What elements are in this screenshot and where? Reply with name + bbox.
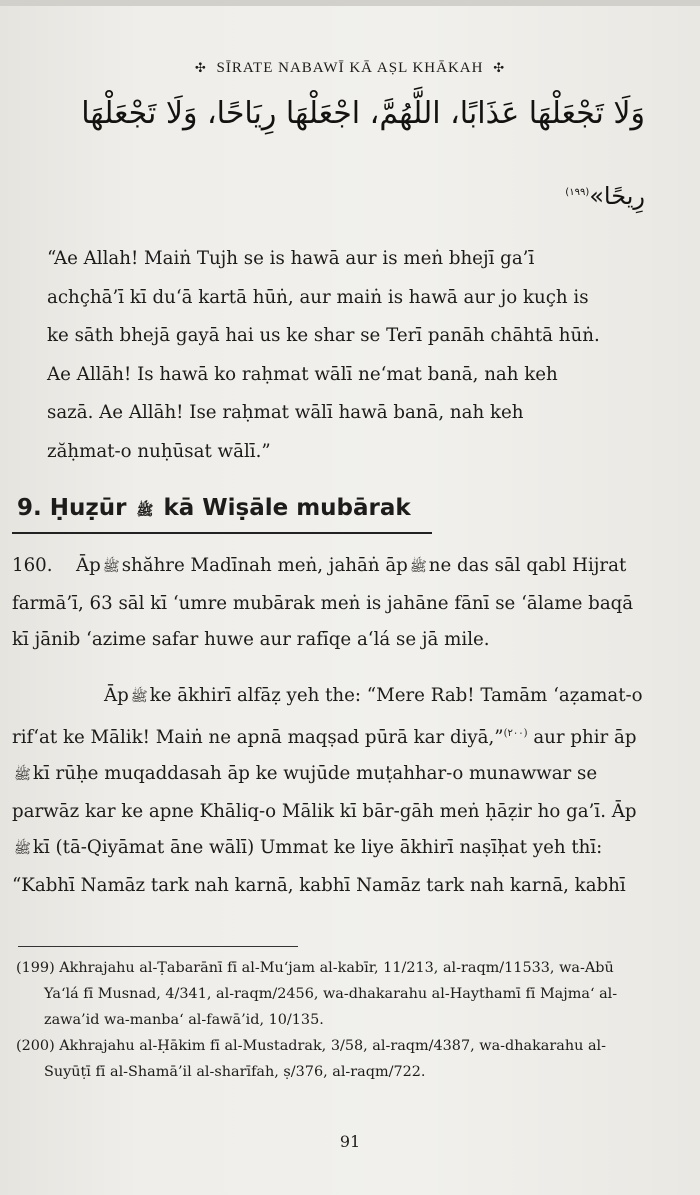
text-run: kī rūḥe muqaddasah āp ke wujūde muṭahhar-o munawwar se bbox=[32, 763, 598, 785]
page-number: 91 bbox=[339, 1132, 361, 1151]
section-heading bbox=[17, 495, 411, 522]
text-run: ne das sāl qabl Hijrat bbox=[428, 555, 627, 576]
text-run: aur phir āp bbox=[533, 726, 637, 748]
footnote-199 bbox=[16, 955, 671, 1033]
footnote-line: zawa’id wa-manba‘ al-fawā’id, 10/135. bbox=[44, 1012, 324, 1028]
text-run: Āp bbox=[76, 555, 101, 576]
ornament-icon: ✣ bbox=[493, 60, 506, 75]
honorific-icon: ﷺ bbox=[409, 559, 427, 575]
footnote-ref-200: (٢٠٠) bbox=[503, 727, 528, 739]
text-run: kī (tā-Qiyāmat āne wālī) Ummat ke liye ākhirī naṣīḥat yeh thī: bbox=[32, 837, 603, 859]
para2-line-2 bbox=[12, 716, 667, 757]
honorific-icon: ﷺ bbox=[14, 767, 31, 784]
translation-quote bbox=[47, 240, 622, 471]
quote-line: achçhā’ī kī du‘ā kartā hūṅ, aur maiṅ is hawā aur jo kuçh is bbox=[47, 286, 589, 308]
para2-line-3 bbox=[12, 756, 667, 794]
para2-line-5 bbox=[12, 830, 667, 868]
honorific-icon: ﷺ bbox=[130, 689, 148, 705]
ornament-icon: ✣ bbox=[194, 60, 207, 75]
footnote-ref-199: (١٩٩) bbox=[565, 187, 590, 198]
para1-line-1 bbox=[12, 548, 667, 586]
paragraph-number: 160. bbox=[12, 555, 53, 576]
para2-line-4: parwāz kar ke apne Khāliq-o Mālik kī bār-gāh meṅ ḥāẓir ho ga’ī. Āp bbox=[12, 800, 637, 822]
previous-page-edge bbox=[0, 0, 700, 6]
quote-line: sazā. Ae Allāh! Ise raḥmat wālī hawā banā, nah keh bbox=[47, 402, 524, 423]
quote-line: zăḥmat-o nuḥūsat wālī.” bbox=[47, 440, 271, 462]
arabic-line-2-text: رِيحًا» bbox=[589, 182, 645, 210]
footnote-line: Suyūṭī fī al-Shamā’il al-sharīfah, ṣ/376, al-raqm/722. bbox=[44, 1064, 426, 1080]
honorific-icon: ﷺ bbox=[14, 841, 31, 858]
quote-line: ke sāth bhejā gayā hai us ke shar se Terī panāh chāhtā hūṅ. bbox=[47, 325, 600, 346]
footnote-line: Ya‘lá fī Musnad, 4/341, al-raqm/2456, wa-dhakarahu al-Haythamī fī Majma‘ al- bbox=[44, 986, 618, 1002]
footnote-divider bbox=[18, 946, 298, 947]
text-run: rif‘at ke Mālik! Maiṅ ne apnā maqṣad pūrā kar diyā,” bbox=[12, 726, 504, 748]
heading-part-2: kā Wiṣāle mubārak bbox=[163, 495, 411, 521]
honorific-icon: ﷺ bbox=[102, 559, 120, 575]
para2-line-6: “Kabhī Namāz tark nah karnā, kabhī Namāz tark nah karnā, kabhī bbox=[12, 874, 626, 896]
heading-part-1: 9. Ḥuẓūr bbox=[17, 495, 127, 521]
paragraph-160 bbox=[12, 548, 667, 659]
para2-line-1 bbox=[12, 678, 667, 716]
running-head bbox=[0, 60, 700, 77]
paragraph-last-words bbox=[12, 678, 667, 904]
para1-line-2: farmā’ī, 63 sāl kī ‘umre mubārak meṅ is jahāne fānī se ‘ālame baqā bbox=[12, 592, 634, 614]
arabic-text-line-1: وَلَا تَجْعَلْهَا عَذَابًا، اللَّهُمَّ، اجْعَلْهَا رِيَاحًا، وَلَا تَجْعَلْهَا bbox=[81, 96, 645, 131]
heading-underline bbox=[12, 532, 432, 534]
running-head-title: SĪRATE NABAWĪ KĀ AṢL KHĀKAH bbox=[216, 60, 484, 76]
honorific-icon: ﷺ bbox=[136, 503, 154, 519]
quote-line: Ae Allāh! Is hawā ko raḥmat wālī ne‘mat banā, nah keh bbox=[47, 363, 558, 385]
footnote-line: (200) Akhrajahu al-Ḥākim fī al-Mustadrak, 3/58, al-raqm/4387, wa-dhakarahu al- bbox=[16, 1038, 606, 1054]
footnote-line: (199) Akhrajahu al-Ṭabarānī fī al-Mu‘jam al-kabīr, 11/213, al-raqm/11533, wa-Abū bbox=[16, 960, 614, 976]
quote-line: “Ae Allah! Maiṅ Tujh se is hawā aur is meṅ bhejī ga’ī bbox=[47, 248, 535, 269]
text-run: ke ākhirī alfāẓ yeh the: “Mere Rab! Tamām ‘aẓamat-o bbox=[149, 685, 643, 706]
text-run: Āp bbox=[104, 685, 129, 706]
para1-line-3: kī jānib ‘azime safar huwe aur rafīqe a‘lá se jā mile. bbox=[12, 629, 490, 650]
footnotes bbox=[16, 955, 671, 1085]
footnote-200 bbox=[16, 1033, 671, 1085]
arabic-text-line-2 bbox=[565, 182, 645, 210]
text-run: shăhre Madīnah meṅ, jahāṅ āp bbox=[121, 555, 408, 576]
